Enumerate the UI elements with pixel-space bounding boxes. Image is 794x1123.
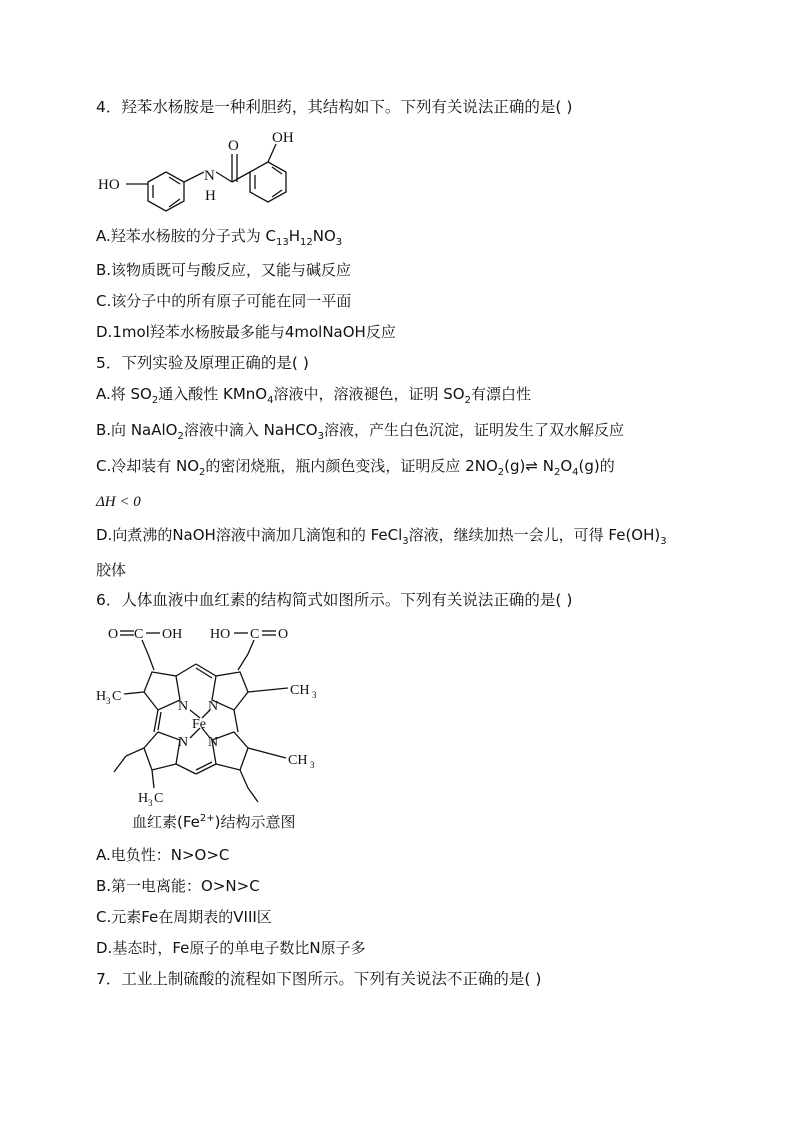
heme-n-tr: N [208,699,219,714]
heme-n-br: N [208,735,219,750]
n-label: N [204,168,215,184]
heme-c-left: C [134,627,144,642]
heme-h3c-bottom-h: H [138,791,149,806]
heme-n-bl: N [178,735,189,750]
heme-o-left: O [108,627,119,642]
q4-option-c: C.该分子中的所有原子可能在同一平面 [96,292,352,310]
heme-caption: 血红素$(Fe^{2+})$结构示意图 [132,813,296,831]
heme-ch3-top: CH [290,683,310,698]
heme-ch3-bottom: CH [288,753,308,768]
q4-structure-diagram [96,124,336,214]
oh-label: OH [272,130,294,146]
heme-h3c-bottom-3: 3 [148,798,153,808]
equilibrium-arrow: ⇌ [525,457,538,475]
heme-ch3-top-3: 3 [312,690,317,700]
heme-ch3-bottom-3: 3 [310,760,315,770]
q5-option-c: C.冷却装有 $NO_2$的密闭烧瓶，瓶内颜色变浅，证明反应 $2NO_2(g)\rightleftharpoons$ $N_2O_4(g)$的 [96,457,615,478]
heme-o-right: O [278,627,289,642]
heme-h3c-top-c: C [112,689,122,704]
q6-stem: 6．人体血液中血红素的结构简式如图所示。下列有关说法正确的是( ) [96,591,573,609]
q6-option-c: C.元素Fe在周期表的VIII区 [96,908,272,926]
q7-stem: 7．工业上制硫酸的流程如下图所示。下列有关说法不正确的是( ) [96,970,542,988]
heme-c-right: C [250,627,260,642]
q5-option-b: B.向 NaAlO$_2$溶液中滴入 NaHCO$_3$溶液，产生白色沉淀，证明发生了双水解反应 [96,421,624,442]
heme-oh-left: OH [162,627,183,642]
q6-option-d: D.基态时，Fe原子的单电子数比N原子多 [96,939,366,957]
heme-h3c-top-3: 3 [106,696,111,706]
q4-option-d: D.1mol羟苯水杨胺最多能与4molNaOH反应 [96,323,396,341]
q4-option-b: B.该物质既可与酸反应，又能与碱反应 [96,261,352,279]
heme-ho-right: HO [210,627,231,642]
heme-fe: Fe [192,717,206,732]
carbonyl-o-label: O [228,138,239,154]
q5-option-d-line2: 胶体 [96,561,127,579]
q6-option-a: A.电负性：N>O>C [96,846,230,864]
q4-stem: 4．羟苯水杨胺是一种利胆药，其结构如下。下列有关说法正确的是( ) [96,98,573,116]
q6-option-b: B.第一电离能：O>N>C [96,877,260,895]
q5-option-c-line2: ΔH < 0 [96,494,141,510]
heme-structure-diagram [92,614,332,814]
q5-option-a: A.将 $SO_2$通入酸性 KMnO$_4$溶液中，溶液褪色，证明 $SO_2$有漂白性 [96,385,531,406]
heme-n-tl: N [178,699,189,714]
heme-h3c-top-h: H [96,689,107,704]
q5-option-d: D.向煮沸的NaOH溶液中滴加几滴饱和的 FeCl$_3$溶液，继续加热一会儿，可得 $Fe(OH)_3$ [96,526,667,547]
q5-stem: 5．下列实验及原理正确的是( ) [96,354,309,372]
h-label: H [205,188,216,204]
q4-option-a: A.羟苯水杨胺的分子式为 $C_{13}H_{12}NO_3$ [96,227,343,248]
ho-label: HO [98,177,120,193]
heme-h3c-bottom-c: C [154,791,164,806]
